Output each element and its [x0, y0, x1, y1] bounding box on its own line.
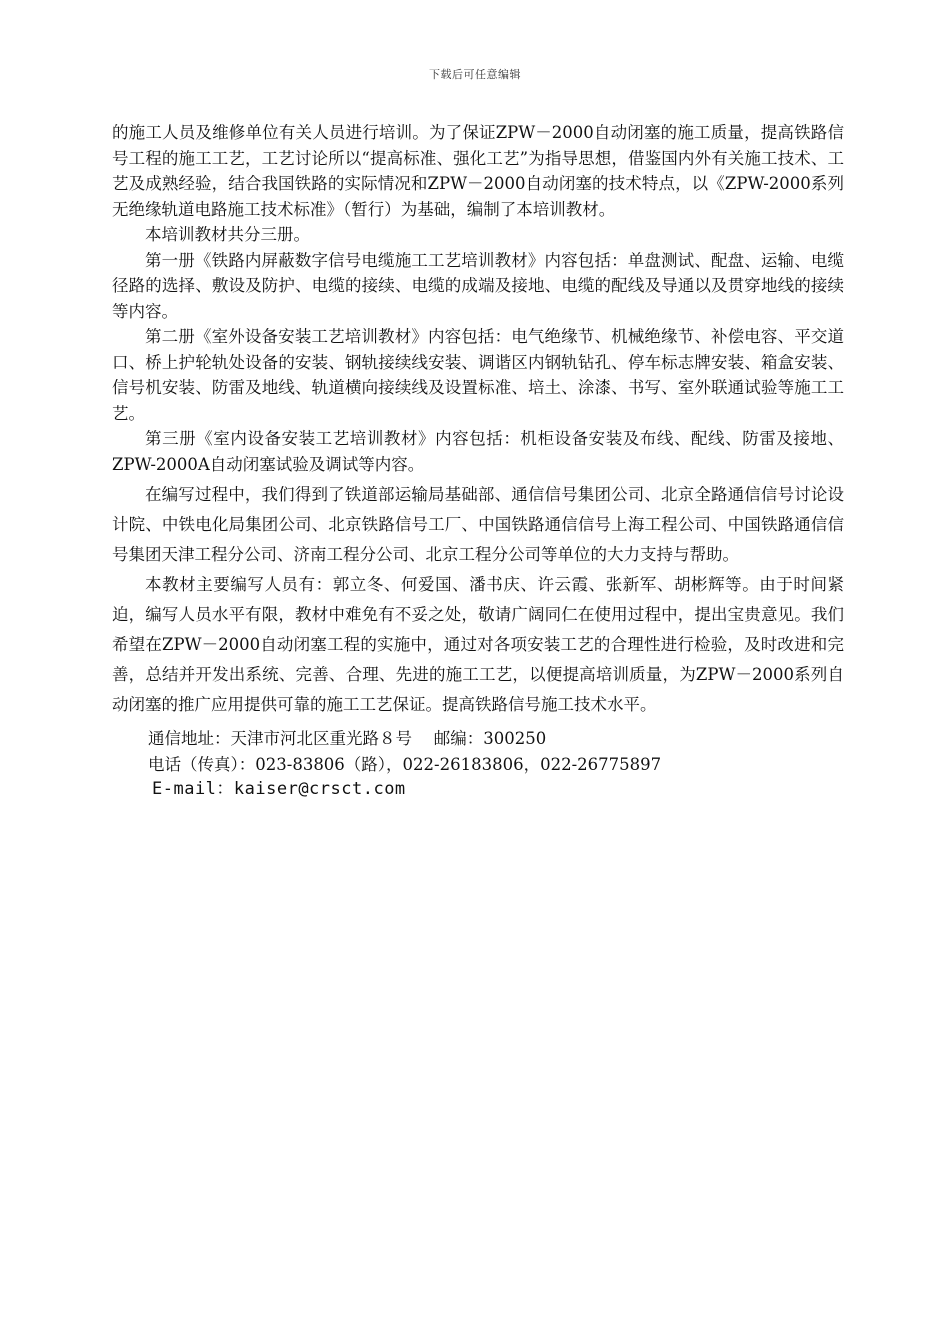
paragraph-training-intro: 的施工人员及维修单位有关人员进行培训。为了保证ZPW－2000自动闭塞的施工质量，提高铁路信号工程的施工工艺，工艺讨论所以“提高标准、强化工艺”为指导思想，借鉴国内外有关施工技术、工艺及成熟经验，结合我国铁路的实际情况和ZPW－2000自动闭塞的技术特点，以《ZPW-2000系列无绝缘轨道电路施工技术标准》（暂行）为基础，编制了本培训教材。: [112, 123, 844, 219]
paragraph-volume-two: 第二册《室外设备安装工艺培训教材》内容包括：电气绝缘节、机械绝缘节、补偿电容、平交道口、桥上护轮轨处设备的安装、钢轨接续线安装、调谐区内钢轨钻孔、停车标志牌安装、箱盒安装、信号机安装、防雷及地线、轨道横向接续线及设置标准、培土、涂漆、书写、室外联通试验等施工工艺。: [112, 327, 844, 423]
paragraph-authors: 本教材主要编写人员有：郭立冬、何爱国、潘书庆、许云霞、张新军、胡彬辉等。由于时间紧迫，编写人员水平有限，教材中难免有不妥之处，敬请广阔同仁在使用过程中，提出宝贵意见。我们希望在ZPW－2000自动闭塞工程的实施中，通过对各项安装工艺的合理性进行检验，及时改进和完善，总结并开发出系统、完善、合理、先进的施工工艺，以便提高培训质量，为ZPW－2000系列自动闭塞的推广应用提供可靠的施工工艺保证。提高铁路信号施工技术水平。: [112, 575, 844, 714]
paragraph-volume-one: 第一册《铁路内屏蔽数字信号电缆施工工艺培训教材》内容包括：单盘测试、配盘、运输、电缆径路的选择、敷设及防护、电缆的接续、电缆的成端及接地、电缆的配线及导通以及贯穿地线的接续等内容。: [112, 250, 844, 321]
paragraph-volume-three: 第三册《室内设备安装工艺培训教材》内容包括：机柜设备安装及布线、配线、防雷及接地、ZPW-2000A自动闭塞试验及调试等内容。: [112, 429, 844, 474]
document-body: [112, 120, 844, 803]
paragraph-volume-count: 本培训教材共分三册。: [145, 225, 310, 244]
contact-email: E-mail：kaiser@crsct.com: [152, 779, 406, 799]
paragraph-acknowledgements: 在编写过程中，我们得到了铁道部运输局基础部、通信信号集团公司、北京全路通信信号讨论设计院、中铁电化局集团公司、北京铁路信号工厂、中国铁路通信信号上海工程公司、中国铁路通信信号集团天津工程分公司、济南工程分公司、北京工程分公司等单位的大力支持与帮助。: [112, 485, 844, 564]
page-header: 下载后可任意编辑: [429, 68, 521, 81]
contact-address: 通信地址：天津市河北区重光路８号 邮编：300250: [148, 729, 547, 748]
contact-phone: 电话（传真）：023-83806（路），022-26183806，022-26775897: [148, 754, 662, 774]
